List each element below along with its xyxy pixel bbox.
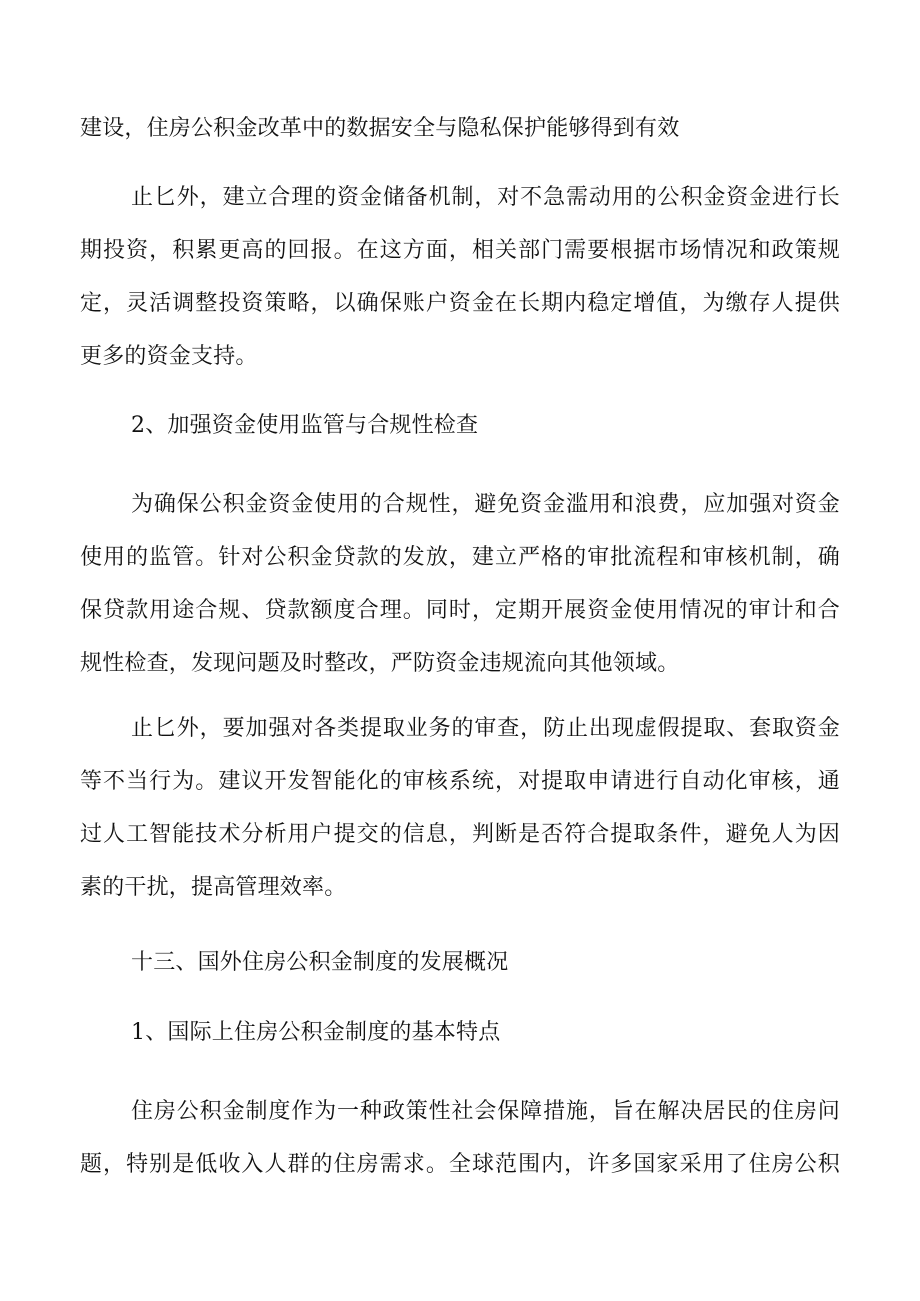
text-line: 规性检查，发现问题及时整改，严防资金违规流向其他领域。 [80, 651, 680, 676]
text-line: 使用的监管。针对公积金贷款的发放，建立严格的审批流程和审核机制，确 [80, 545, 840, 570]
subsection-heading: 1、国际上住房公积金制度的基本特点 [131, 1020, 501, 1045]
text-line: 止匕外，建立合理的资金储备机制，对不急需动用的公积金资金进行长 [131, 185, 840, 210]
text-line: 题，特别是低收入人群的住房需求。全球范围内，许多国家采用了住房公积 [80, 1152, 840, 1177]
text-line: 建设，住房公积金改革中的数据安全与隐私保护能够得到有效 [80, 116, 680, 141]
text-line: 住房公积金制度作为一种政策性社会保障措施，旨在解决居民的住房问 [131, 1099, 840, 1124]
text-line: 为确保公积金资金使用的合规性，避免资金滥用和浪费，应加强对资金 [131, 492, 840, 517]
text-line: 素的干扰，提高管理效率。 [80, 875, 347, 900]
text-line: 更多的资金支持。 [80, 344, 258, 369]
text-line: 止匕外，要加强对各类提取业务的审查，防止出现虚假提取、套取资金 [131, 716, 840, 741]
text-line: 过人工智能技术分析用户提交的信息，判断是否符合提取条件，避免人为因 [80, 822, 840, 847]
text-line: 保贷款用途合规、贷款额度合理。同时，定期开展资金使用情况的审计和合 [80, 598, 840, 623]
section-heading: 十三、国外住房公积金制度的发展概况 [131, 950, 509, 975]
text-line: 等不当行为。建议开发智能化的审核系统，对提取申请进行自动化审核，通 [80, 769, 840, 794]
text-line: 定，灵活调整投资策略，以确保账户资金在长期内稳定增值，为缴存人提供 [80, 291, 840, 316]
text-line: 期投资，积累更高的回报。在这方面，相关部门需要根据市场情况和政策规 [80, 238, 840, 263]
section-heading: 2、加强资金使用监管与合规性检查 [131, 413, 479, 438]
